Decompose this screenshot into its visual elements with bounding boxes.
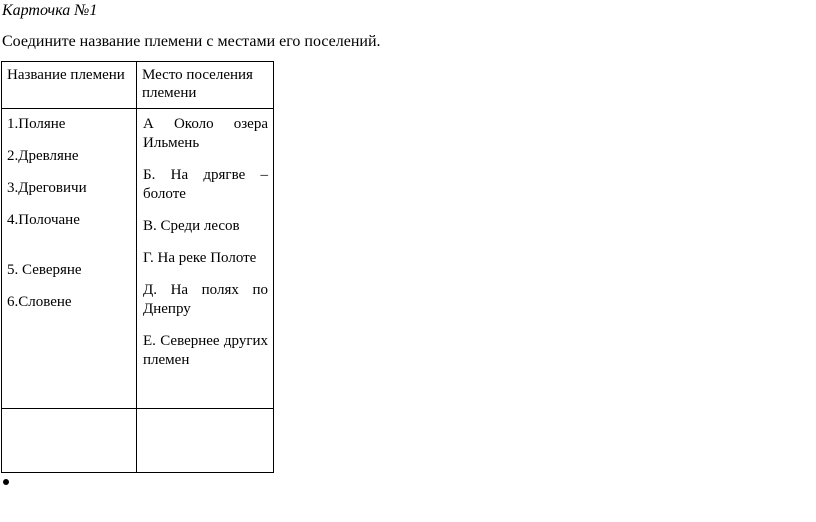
card-title: Карточка №1 <box>2 2 98 19</box>
tribes-table <box>1 61 274 473</box>
place-item: Г. На реке Полоте <box>143 250 257 266</box>
header-place-cell <box>137 62 274 109</box>
answer-row <box>2 409 274 473</box>
place-column-cell <box>137 109 274 409</box>
place-item: Б. На дрягве – болоте <box>143 167 268 202</box>
instruction-text: Соедините название племени с местами его поселений. <box>2 33 381 50</box>
tribe-item: 3.Дреговичи <box>7 180 87 196</box>
answer-cell-right <box>137 409 274 473</box>
tribe-item: 4.Полочане <box>7 212 80 228</box>
header-tribe-cell <box>2 62 137 109</box>
place-item: В. Среди лесов <box>143 218 240 234</box>
tribe-item: 2.Древляне <box>7 148 79 164</box>
tribe-item: 1.Поляне <box>7 116 66 132</box>
tribe-list <box>2 109 136 311</box>
tribe-item: 5. Северяне <box>7 262 82 278</box>
table-header-row <box>2 62 274 109</box>
tribe-column-cell <box>2 109 137 409</box>
place-item: А Около озера Ильмень <box>143 116 268 151</box>
tribe-item: 6.Словене <box>7 294 72 310</box>
table-row <box>2 109 274 409</box>
place-item: Е. Севернее других племен <box>143 333 268 368</box>
answer-cell-left <box>2 409 137 473</box>
place-list <box>137 109 273 370</box>
header-tribe: Название племени <box>7 67 125 83</box>
place-item: Д. На полях по Днепру <box>143 282 268 317</box>
header-place: Место поселения племени <box>142 67 253 101</box>
bullet-icon <box>3 479 9 485</box>
